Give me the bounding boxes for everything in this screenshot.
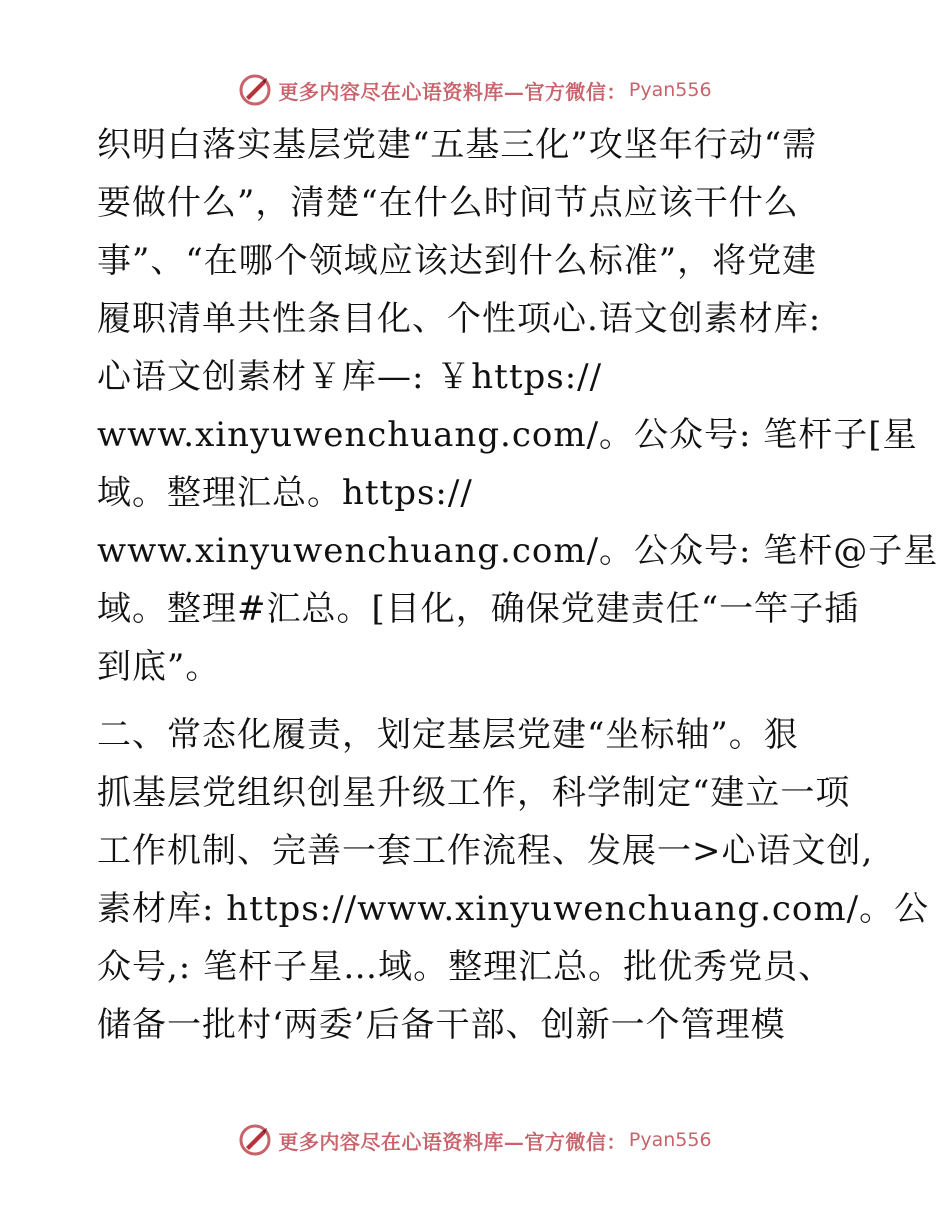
text-line: www.xinyuwenchuang.com/。公众号: 笔杆@子星 bbox=[97, 531, 939, 571]
text-line: 素材库: https://www.xinyuwenchuang.com/。公 bbox=[97, 889, 930, 929]
footer-banner bbox=[0, 1120, 950, 1160]
text-line: 织明白落实基层党建“五基三化”攻坚年行动“需 bbox=[97, 125, 818, 165]
text-line: 二、常态化履责，划定基层党建“坐标轴”。狠 bbox=[97, 715, 799, 755]
text-line: 域。整理汇总。https:// bbox=[97, 473, 473, 513]
header-banner bbox=[0, 70, 950, 110]
text-line: 到底”。 bbox=[97, 647, 221, 687]
banner-text: 更多内容尽在心语资料库—官方微信： bbox=[278, 1129, 627, 1154]
text-line: 履职清单共性条目化、个性项心.语文创素材库: bbox=[97, 299, 822, 339]
text-line: 工作机制、完善一套工作流程、发展一>心语文创, bbox=[97, 831, 874, 871]
text-line: 抓基层党组织创星升级工作，科学制定“建立一项 bbox=[97, 773, 851, 813]
text-line: 要做什么”，清楚“在什么时间节点应该干什么 bbox=[97, 183, 799, 223]
xinyu-logo-icon bbox=[238, 1123, 272, 1157]
text-line: 众号,: 笔杆子星…域。整理汇总。批优秀党员、 bbox=[97, 947, 834, 987]
text-line: 事”、“在哪个领域应该达到什么标准”，将党建 bbox=[97, 241, 818, 281]
paragraph-1 bbox=[97, 116, 939, 696]
banner-contact: Pyan556 bbox=[628, 79, 712, 101]
paragraph-2 bbox=[97, 706, 930, 1054]
text-line: 心语文创素材￥库—: ￥https:// bbox=[97, 357, 603, 397]
text-line: www.xinyuwenchuang.com/。公众号: 笔杆子[星 bbox=[97, 415, 918, 455]
banner-text: 更多内容尽在心语资料库—官方微信： bbox=[278, 79, 627, 104]
text-line: 储备一批村‘两委’后备干部、创新一个管理模 bbox=[97, 1005, 786, 1045]
text-line: 域。整理#汇总。[目化，确保党建责任“一竿子插 bbox=[97, 589, 860, 629]
banner-contact: Pyan556 bbox=[628, 1129, 712, 1151]
document-body bbox=[97, 116, 939, 1054]
xinyu-logo-icon bbox=[238, 73, 272, 107]
